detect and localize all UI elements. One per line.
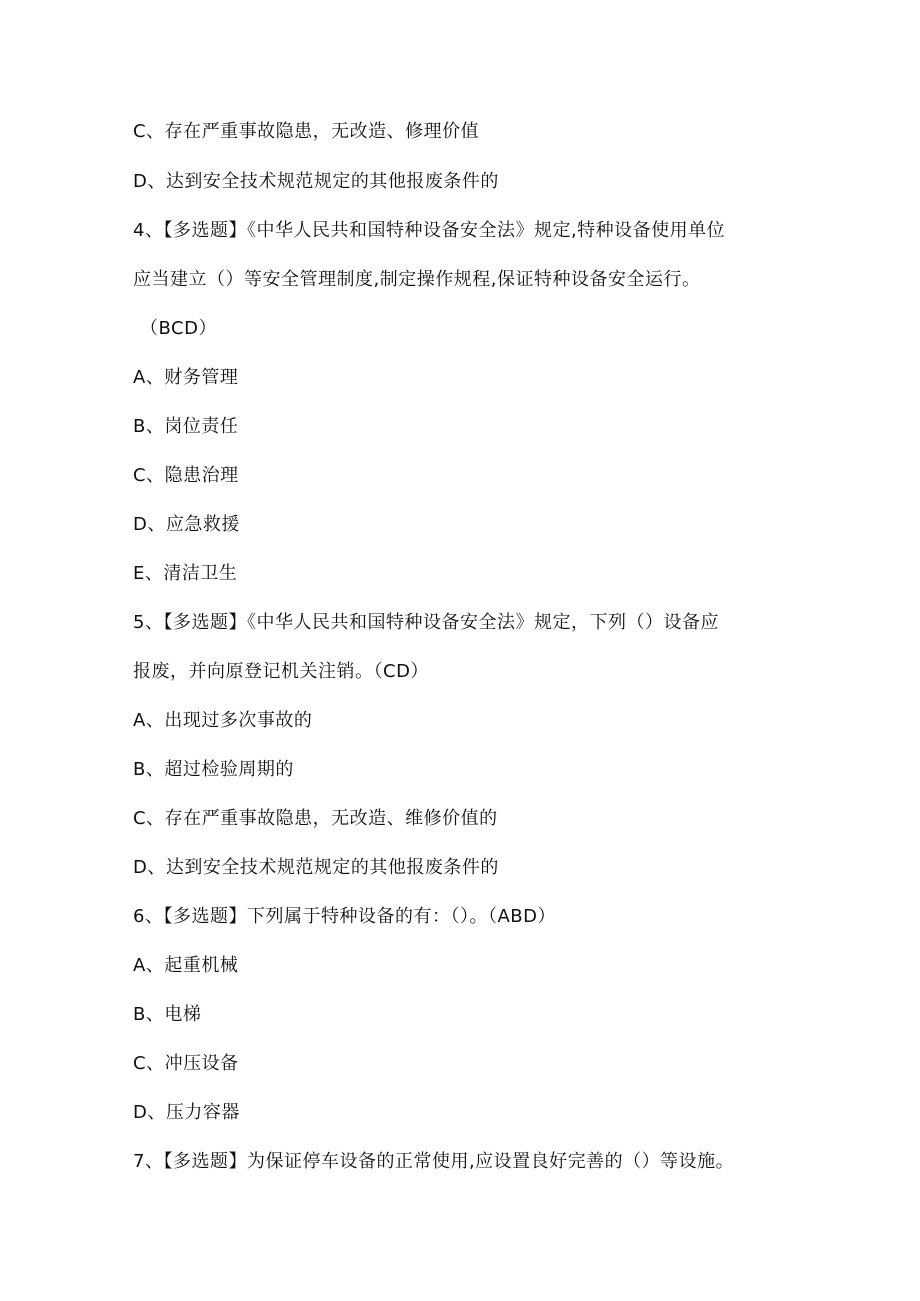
- q6-option-b: B、电梯: [133, 1004, 202, 1025]
- q5-question-line-1: 5、【多选题】《中华人民共和国特种设备安全法》规定，下列（）设备应: [133, 612, 719, 633]
- q5-question-line-2: 报废，并向原登记机关注销。（CD）: [133, 661, 429, 682]
- q6-option-a: A、起重机械: [133, 955, 239, 976]
- q4-question-line-1: 4、【多选题】《中华人民共和国特种设备安全法》规定,特种设备使用单位: [133, 220, 726, 241]
- q4-question-line-2: 应当建立（）等安全管理制度,制定操作规程,保证特种设备安全运行。: [133, 269, 701, 290]
- q5-option-a: A、出现过多次事故的: [133, 710, 313, 731]
- q6-question: 6、【多选题】下列属于特种设备的有：（）。（ABD）: [133, 906, 556, 927]
- q5-option-b: B、超过检验周期的: [133, 759, 294, 780]
- q5-option-d: D、达到安全技术规范规定的其他报废条件的: [133, 857, 499, 878]
- q4-option-e: E、清洁卫生: [133, 563, 238, 584]
- q3-option-d: D、达到安全技术规范规定的其他报废条件的: [133, 171, 499, 192]
- q6-option-c: C、冲压设备: [133, 1053, 239, 1074]
- q6-option-d: D、压力容器: [133, 1102, 240, 1123]
- q4-option-b: B、岗位责任: [133, 416, 239, 437]
- q4-option-d: D、应急救援: [133, 514, 240, 535]
- q5-option-c: C、存在严重事故隐患，无改造、维修价值的: [133, 808, 498, 829]
- q4-option-a: A、财务管理: [133, 367, 239, 388]
- q4-option-c: C、隐患治理: [133, 465, 239, 486]
- q7-question: 7、【多选题】为保证停车设备的正常使用,应设置良好完善的（）等设施。: [133, 1151, 735, 1172]
- q4-answer: （BCD）: [140, 318, 217, 339]
- q3-option-c: C、存在严重事故隐患，无改造、修理价值: [133, 121, 480, 142]
